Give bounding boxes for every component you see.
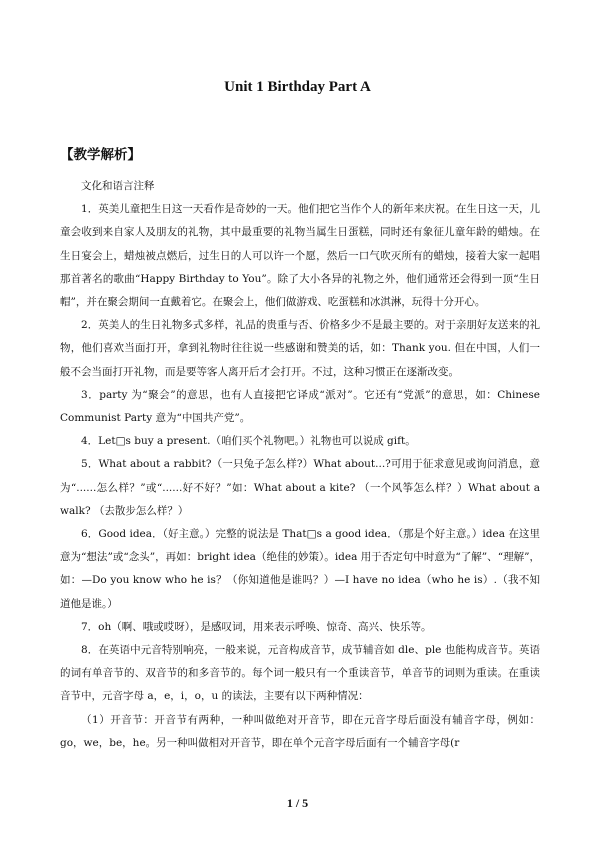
- section-heading: 【教学解析】: [60, 147, 141, 163]
- paragraph-8-1: （1）开音节：开音节有两种，一种叫做绝对开音节，即在元音字母后面没有辅音字母，例如：go，we，be，he。另一种叫做相对开音节，即在单个元音字母后面有一个辅音字母(r: [60, 713, 540, 749]
- paragraph-7: 7．oh（啊、哦或哎呀），是感叹词，用来表示呼唤、惊奇、高兴、快乐等。: [81, 620, 432, 633]
- paragraph-8: 8．在英语中元音特别响亮，一般来说，元音构成音节，成节辅音如 dle、ple 也能构成音节。英语的词有单音节的、双音节的和多音节的。每个词一般只有一个重读音节，单音节的词则为重读。在重读音节中，元音字母 a，e，i，o，u 的读法，主要有以下两种情况：: [60, 644, 540, 703]
- paragraph-6: 6．Good idea．（好主意。）完整的说法是 That□s a good idea．（那是个好主意。）idea 在这里意为“想法”或“念头”，再如：bright idea（绝佳的妙策）。idea 用于否定句中时意为“了解”、“理解”，如：—Do you know who he is？（你知道他是谁吗？）—I have no idea（who he is）.（我不知道他是谁。）: [60, 528, 540, 610]
- paragraph-5: 5．What about a rabbit?（一只兔子怎么样?）What about...?可用于征求意见或询问消息，意为“......怎么样？”或“......好不好？”如：What about a kite? （一个风筝怎么样？）What about a walk? （去散步怎么样？）: [60, 458, 540, 517]
- page-number: 1 / 5: [286, 796, 309, 810]
- paragraph-3: 3．party 为“聚会”的意思，也有人直接把它译成“派对”。它还有“党派”的意思，如：Chinese Communist Party 意为“中国共产党”。: [60, 388, 540, 425]
- paragraph-1: 1．英美儿童把生日这一天看作是奇妙的一天。他们把它当作个人的新年来庆祝。在生日这一天，儿童会收到来自家人及朋友的礼物，其中最重要的礼物当属生日蛋糕，同时还有象征儿童年龄的蜡烛。在生日宴会上，蜡烛被点燃后，过生日的人可以许一个愿，然后一口气吹灭所有的蜡烛，接着大家一起唱那首著名的歌曲“Happy Birthday to You”。除了大小各异的礼物之外，他们通常还会得到一顶“生日帽”，并在聚会期间一直戴着它。在聚会上，他们做游戏、吃蛋糕和冰淇淋，玩得十分开心。: [60, 203, 540, 309]
- document-title: Unit 1 Birthday Part A: [224, 79, 371, 95]
- paragraph-4: 4．Let□s buy a present.（咱们买个礼物吧。）礼物也可以说成 gift。: [81, 435, 416, 448]
- subheading: 文化和语言注释: [81, 180, 155, 192]
- paragraph-2: 2．英美人的生日礼物多式多样，礼品的贵重与否、价格多少不是最主要的。对于亲朋好友送来的礼物，他们喜欢当面打开，拿到礼物时往往说一些感谢和赞美的话，如：Thank you. 但在中国，人们一般不会当面打开礼物，而是要等客人离开后才会打开。不过，这种习惯正在逐渐改变。: [60, 319, 540, 378]
- document-body: [60, 175, 540, 755]
